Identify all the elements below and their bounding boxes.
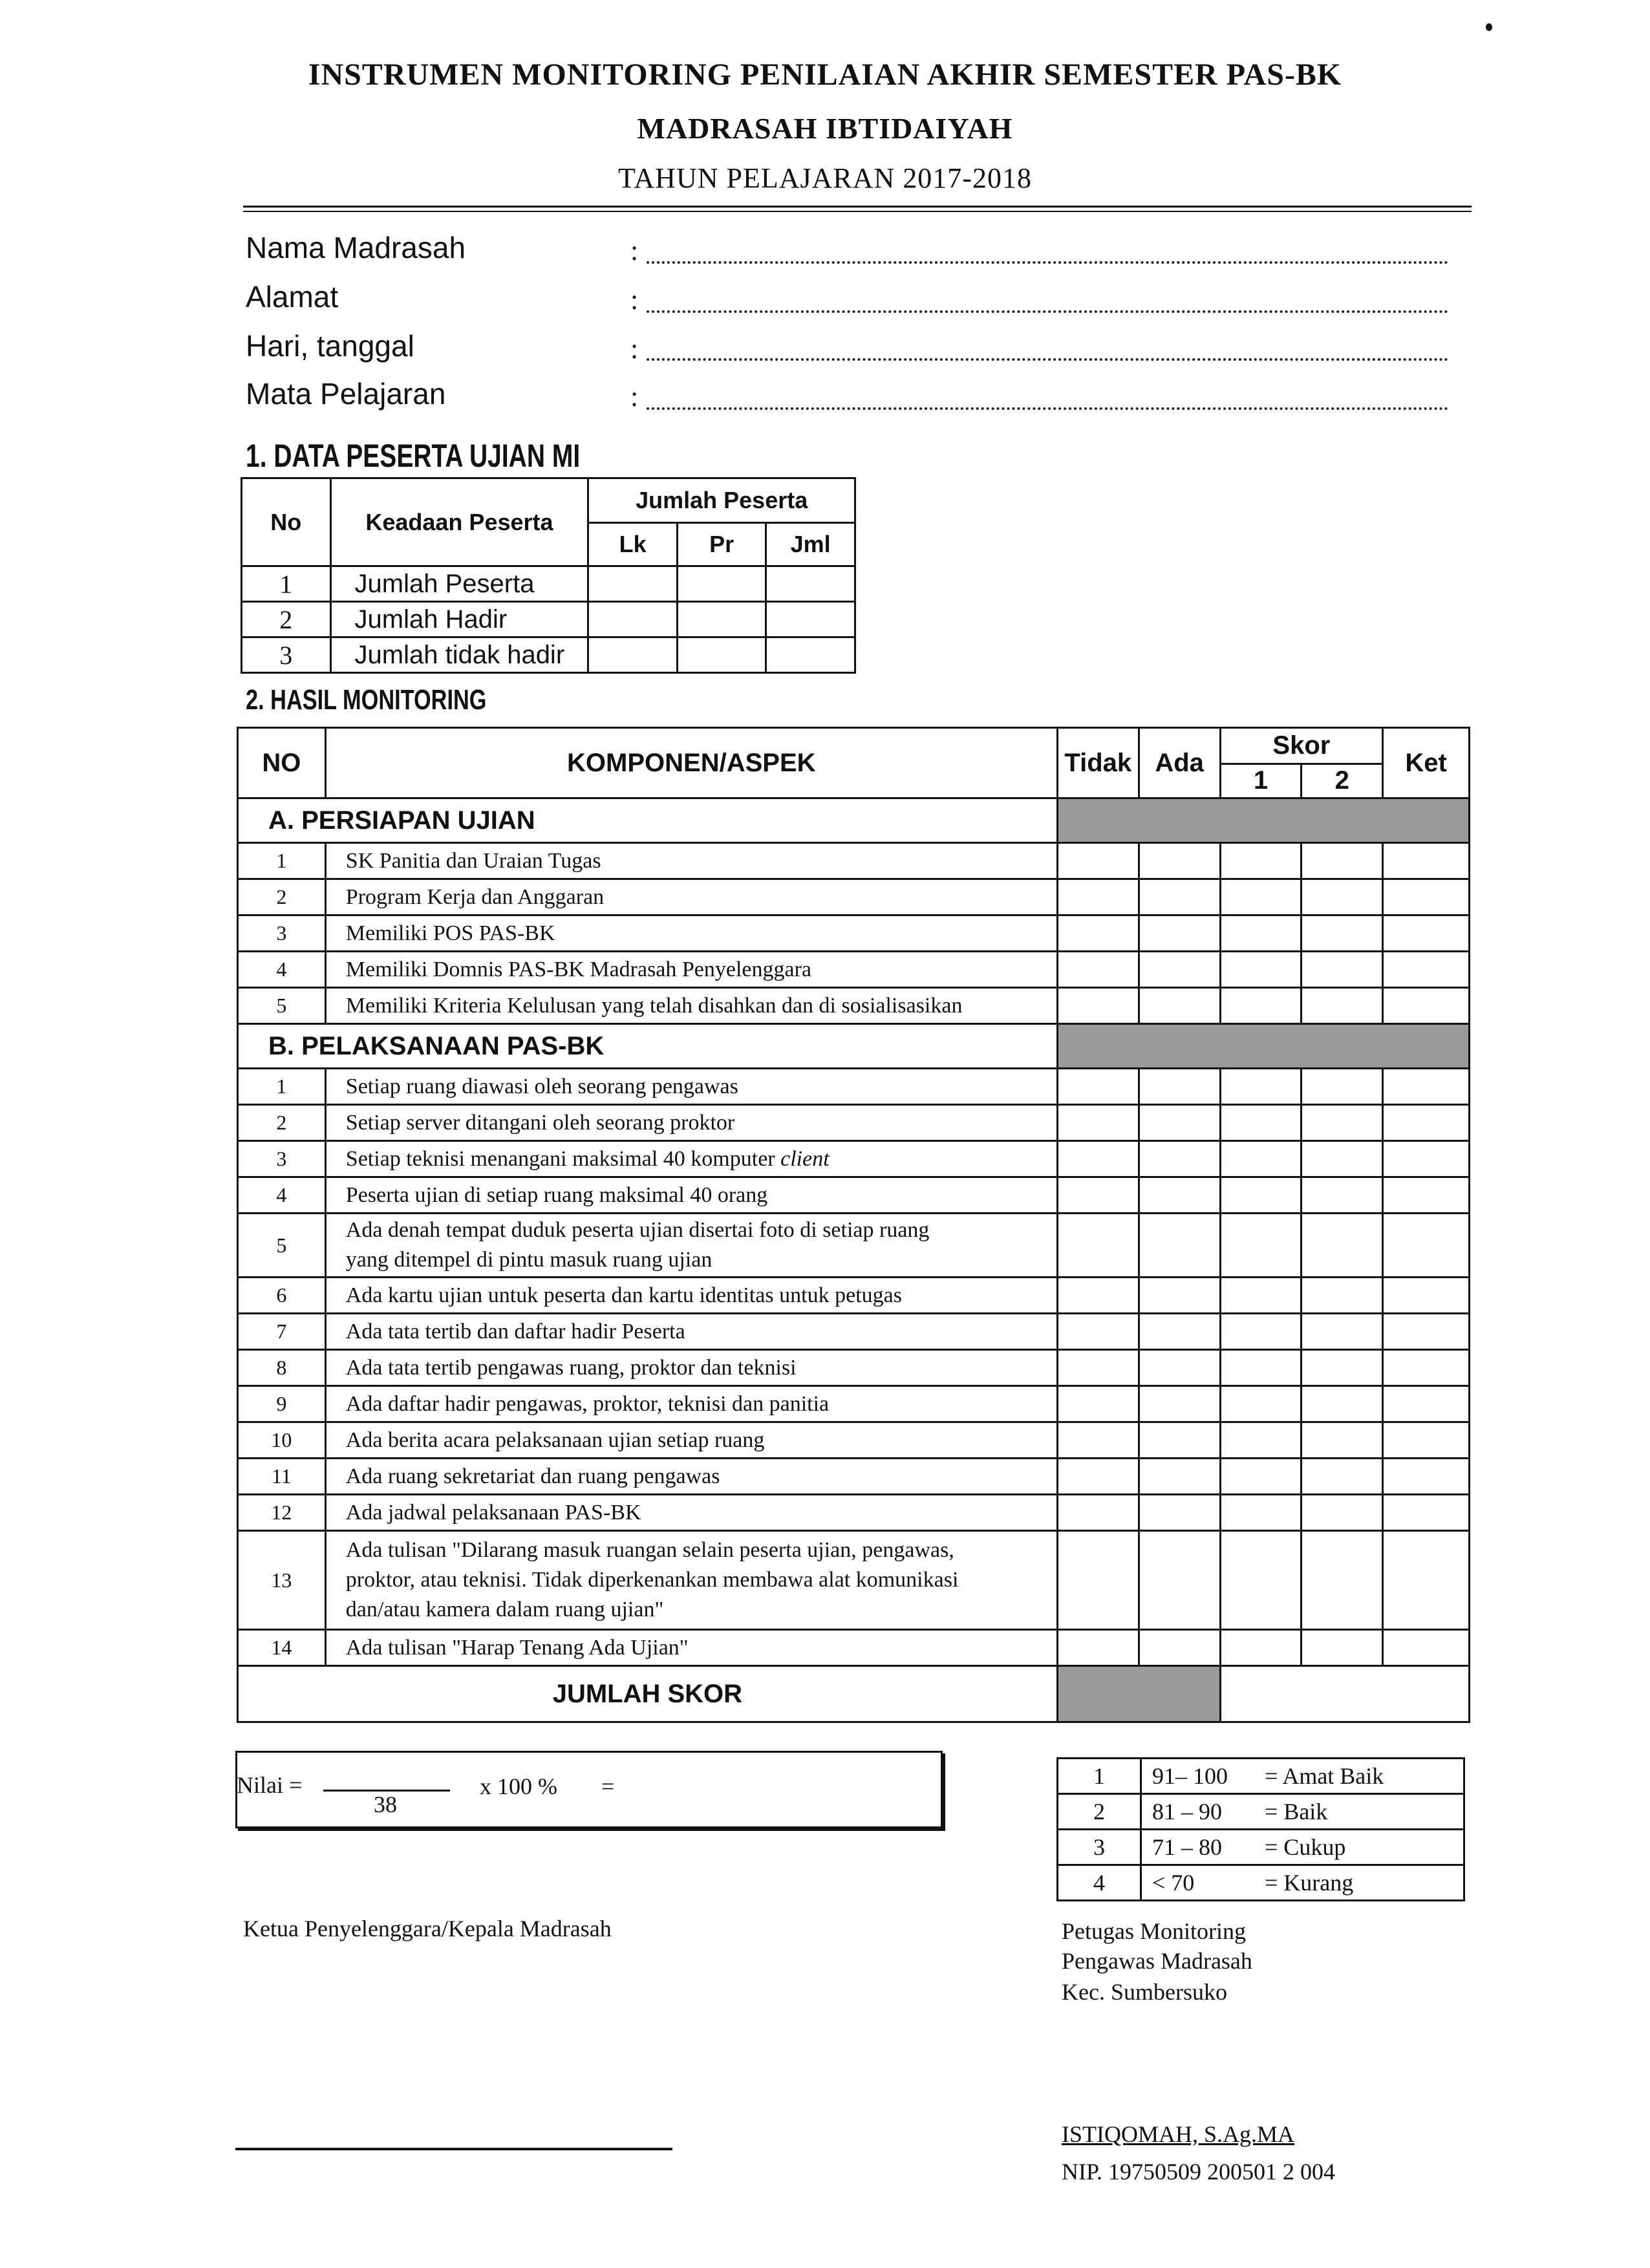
row-number: 8 [238,1350,326,1386]
cell-lk[interactable] [588,602,678,637]
cell-skor-1[interactable] [1220,1531,1302,1630]
table-row [242,637,855,673]
table-row [238,1531,1470,1630]
cell-jml[interactable] [766,566,855,602]
cell-skor-1[interactable] [1220,915,1302,952]
row-text: Ada tulisan "Dilarang masuk ruangan selain peserta ujian, pengawas, proktor, atau teknisi. Tidak diperkenankan membawa alat komunikasi dan/atau kamera dalam ruang ujian" [325,1531,1057,1630]
grade-range: 81 – 90 [1141,1794,1259,1830]
cell-ada[interactable] [1139,1350,1220,1386]
row-number: 1 [238,843,326,879]
row-text: Setiap server ditangani oleh seorang proktor [325,1105,1057,1141]
cell-skor-2[interactable] [1302,1069,1383,1105]
row-text: Ada tata tertib pengawas ruang, proktor dan teknisi [325,1350,1057,1386]
field-colon: : [630,284,639,316]
row-number: 1 [242,566,331,602]
cell-tidak[interactable] [1057,1314,1139,1350]
academic-year: TAHUN PELAJARAN 2017-2018 [618,162,1032,194]
table-row [238,1105,1470,1141]
right-signature-line1: Petugas Monitoring [1062,1918,1246,1944]
cell-tidak[interactable] [1057,915,1139,952]
cell-skor-1[interactable] [1220,1350,1302,1386]
row-number: 9 [238,1386,326,1422]
field-colon: : [630,333,639,365]
cell-pr[interactable] [677,637,766,673]
cell-skor-1[interactable] [1220,843,1302,879]
cell-skor-2[interactable] [1302,1495,1383,1531]
col-header-tidak: Tidak [1057,728,1139,798]
row-text: Ada daftar hadir pengawas, proktor, teknisi dan panitia [325,1386,1057,1422]
table-row [238,1069,1470,1105]
cell-ada[interactable] [1139,988,1220,1024]
cell-tidak[interactable] [1057,1422,1139,1459]
total-row [238,1666,1470,1722]
table-row [238,915,1470,952]
cell-ada[interactable] [1139,1105,1220,1141]
field-input-alamat[interactable] [647,310,1448,313]
total-label: JUMLAH SKOR [238,1666,1058,1722]
cell-skor-1[interactable] [1220,1105,1302,1141]
table-row [238,1459,1470,1495]
signatory-name: ISTIQOMAH, S.Ag.MA [1062,2121,1295,2147]
cell-jml[interactable] [766,637,855,673]
right-signature-line2: Pengawas Madrasah [1062,1948,1252,1974]
cell-ket[interactable] [1383,1141,1470,1177]
col-header-keadaan: Keadaan Peserta [330,478,588,566]
cell-skor-2[interactable] [1302,952,1383,988]
cell-tidak[interactable] [1057,1495,1139,1531]
col-header-skor-2: 2 [1302,764,1383,798]
col-header-jumlah-peserta: Jumlah Peserta [588,478,855,523]
cell-skor-2[interactable] [1302,879,1383,915]
field-input-mata-pelajaran[interactable] [647,407,1448,410]
cell-ada[interactable] [1139,843,1220,879]
grade-range: 71 – 80 [1141,1830,1259,1865]
table-row [238,1422,1470,1459]
cell-skor-1[interactable] [1220,1177,1302,1214]
cell-skor-1[interactable] [1220,879,1302,915]
grading-table [1056,1757,1465,1901]
signatory-nip: NIP. 19750509 200501 2 004 [1062,2159,1336,2185]
row-text: Ada tata tertib dan daftar hadir Peserta [325,1314,1057,1350]
cell-tidak[interactable] [1057,1278,1139,1314]
section-label-pelaksanaan: B. PELAKSANAAN PAS-BK [238,1024,1058,1069]
row-number: 10 [238,1422,326,1459]
cell-ada[interactable] [1139,1069,1220,1105]
row-label: Jumlah Hadir [330,602,588,637]
table-row [238,988,1470,1024]
table-row [238,1630,1470,1666]
row-text: Memiliki Domnis PAS-BK Madrasah Penyelenggara [325,952,1057,988]
shaded-cell [1057,798,1469,843]
row-number: 12 [238,1495,326,1531]
nilai-equals: = [601,1773,615,1799]
grade-range: < 70 [1141,1865,1259,1901]
cell-skor-2[interactable] [1302,1177,1383,1214]
cell-ket[interactable] [1383,1531,1470,1630]
table-row [238,843,1470,879]
row-text: Ada berita acara pelaksanaan ujian setiap ruang [325,1422,1057,1459]
col-header-lk: Lk [588,523,678,566]
grade-number: 3 [1058,1830,1141,1865]
cell-skor-2[interactable] [1302,1105,1383,1141]
cell-skor-1[interactable] [1220,1422,1302,1459]
scan-speck [1486,23,1492,31]
field-label-mata-pelajaran: Mata Pelajaran [246,377,446,411]
table-row [238,879,1470,915]
grade-row [1058,1794,1464,1830]
row-text: Ada kartu ujian untuk peserta dan kartu identitas untuk petugas [325,1278,1057,1314]
table-row [238,1278,1470,1314]
row-number: 13 [238,1531,326,1630]
grade-number: 4 [1058,1865,1141,1901]
cell-skor-2[interactable] [1302,1314,1383,1350]
cell-tidak[interactable] [1057,1386,1139,1422]
row-number: 5 [238,1214,326,1278]
cell-ket[interactable] [1383,879,1470,915]
cell-ket[interactable] [1383,1105,1470,1141]
cell-skor-1[interactable] [1220,1314,1302,1350]
row-number: 2 [238,1105,326,1141]
row-label: Jumlah tidak hadir [330,637,588,673]
table-row [238,1495,1470,1531]
header-rule [243,206,1472,208]
row-label: Jumlah Peserta [330,566,588,602]
cell-ada[interactable] [1139,915,1220,952]
row-text: Ada jadwal pelaksanaan PAS-BK [325,1495,1057,1531]
monitoring-table [237,727,1470,1723]
grade-label: = Baik [1258,1794,1464,1830]
cell-ada[interactable] [1139,879,1220,915]
cell-ket[interactable] [1383,1278,1470,1314]
shaded-cell [1057,1666,1220,1722]
cell-skor-1[interactable] [1220,1386,1302,1422]
grade-label: = Amat Baik [1258,1759,1464,1794]
participant-data-table [241,477,856,674]
cell-lk[interactable] [588,566,678,602]
cell-ada[interactable] [1139,1630,1220,1666]
cell-skor-2[interactable] [1302,1214,1383,1278]
cell-skor-2[interactable] [1302,1630,1383,1666]
cell-ada[interactable] [1139,1495,1220,1531]
field-colon: : [630,235,639,266]
cell-ada[interactable] [1139,1214,1220,1278]
field-label-alamat: Alamat [246,280,339,314]
document-title: INSTRUMEN MONITORING PENILAIAN AKHIR SEMESTER PAS-BK [308,58,1342,92]
row-text: Memiliki POS PAS-BK [325,915,1057,952]
cell-ada[interactable] [1139,1177,1220,1214]
table-row [238,1214,1470,1278]
cell-ada[interactable] [1139,952,1220,988]
table-row [242,602,855,637]
table-row [238,1386,1470,1422]
cell-ket[interactable] [1383,1069,1470,1105]
grade-row [1058,1830,1464,1865]
table-row [238,1314,1470,1350]
header-rule-double [243,211,1472,212]
row-text: Program Kerja dan Anggaran [325,879,1057,915]
cell-ada[interactable] [1139,1386,1220,1422]
cell-ket[interactable] [1383,1422,1470,1459]
row-number: 5 [238,988,326,1024]
total-score-cell[interactable] [1220,1666,1469,1722]
cell-skor-1[interactable] [1220,1069,1302,1105]
cell-ket[interactable] [1383,1350,1470,1386]
cell-skor-2[interactable] [1302,915,1383,952]
cell-ket[interactable] [1383,988,1470,1024]
cell-skor-2[interactable] [1302,988,1383,1024]
cell-skor-2[interactable] [1302,1422,1383,1459]
row-text: SK Panitia dan Uraian Tugas [325,843,1057,879]
left-signature-line [235,2148,672,2150]
table-row [242,566,855,602]
cell-ket[interactable] [1383,1630,1470,1666]
row-number: 1 [238,1069,326,1105]
col-header-no: NO [238,728,326,798]
cell-tidak[interactable] [1057,988,1139,1024]
table-row [238,1141,1470,1177]
field-label-nama-madrasah: Nama Madrasah [246,231,466,264]
nilai-label: Nilai = [237,1772,303,1798]
row-text: Peserta ujian di setiap ruang maksimal 40 orang [325,1177,1057,1214]
cell-skor-1[interactable] [1220,988,1302,1024]
cell-tidak[interactable] [1057,1531,1139,1630]
cell-tidak[interactable] [1057,879,1139,915]
grade-label: = Cukup [1258,1830,1464,1865]
cell-skor-1[interactable] [1220,1214,1302,1278]
row-number: 14 [238,1630,326,1666]
cell-tidak[interactable] [1057,1105,1139,1141]
cell-ada[interactable] [1139,1422,1220,1459]
row-text: Setiap ruang diawasi oleh seorang pengawas [325,1069,1057,1105]
cell-tidak[interactable] [1057,843,1139,879]
section-row-persiapan [238,798,1470,843]
col-header-skor: Skor [1220,728,1383,764]
row-number: 6 [238,1278,326,1314]
cell-tidak[interactable] [1057,1630,1139,1666]
cell-tidak[interactable] [1057,1069,1139,1105]
row-number: 11 [238,1459,326,1495]
grade-row [1058,1865,1464,1901]
row-text: Ada ruang sekretariat dan ruang pengawas [325,1459,1057,1495]
cell-skor-2[interactable] [1302,1531,1383,1630]
cell-skor-2[interactable] [1302,1350,1383,1386]
cell-skor-2[interactable] [1302,1459,1383,1495]
grade-number: 2 [1058,1794,1141,1830]
cell-skor-2[interactable] [1302,1278,1383,1314]
cell-skor-2[interactable] [1302,1386,1383,1422]
cell-tidak[interactable] [1057,1214,1139,1278]
cell-skor-2[interactable] [1302,843,1383,879]
table-row [238,1350,1470,1386]
row-number: 3 [238,915,326,952]
row-text: Memiliki Kriteria Kelulusan yang telah disahkan dan di sosialisasikan [325,988,1057,1024]
document-subtitle: MADRASAH IBTIDAIYAH [637,112,1013,145]
cell-tidak[interactable] [1057,1459,1139,1495]
row-text: Ada tulisan "Harap Tenang Ada Ujian" [325,1630,1057,1666]
col-header-komponen: KOMPONEN/ASPEK [325,728,1057,798]
col-header-ket: Ket [1383,728,1470,798]
left-signature-title: Ketua Penyelenggara/Kepala Madrasah [243,1916,612,1942]
cell-ket[interactable] [1383,952,1470,988]
field-input-hari-tanggal[interactable] [647,358,1448,361]
cell-ket[interactable] [1383,843,1470,879]
cell-ket[interactable] [1383,915,1470,952]
cell-ket[interactable] [1383,1314,1470,1350]
cell-skor-1[interactable] [1220,1141,1302,1177]
col-header-no: No [242,478,331,566]
cell-ket[interactable] [1383,1386,1470,1422]
row-text: Ada denah tempat duduk peserta ujian disertai foto di setiap ruang yang ditempel di pintu masuk ruang ujian [325,1214,1057,1278]
cell-tidak[interactable] [1057,952,1139,988]
section2-title: 2. HASIL MONITORING [246,684,487,716]
cell-ket[interactable] [1383,1495,1470,1531]
grade-row [1058,1759,1464,1794]
row-number: 7 [238,1314,326,1350]
table-row [238,1177,1470,1214]
table-row [238,952,1470,988]
cell-lk[interactable] [588,637,678,673]
col-header-pr: Pr [677,523,766,566]
cell-ada[interactable] [1139,1531,1220,1630]
grade-label: = Kurang [1258,1865,1464,1901]
cell-skor-2[interactable] [1302,1141,1383,1177]
cell-ket[interactable] [1383,1214,1470,1278]
cell-ket[interactable] [1383,1177,1470,1214]
field-label-hari-tanggal: Hari, tanggal [246,329,414,363]
section-row-pelaksanaan [238,1024,1470,1069]
cell-tidak[interactable] [1057,1177,1139,1214]
field-colon: : [630,381,639,412]
section-label-persiapan: A. PERSIAPAN UJIAN [238,798,1058,843]
cell-jml[interactable] [766,602,855,637]
row-number: 3 [242,637,331,673]
cell-pr[interactable] [677,602,766,637]
field-input-nama-madrasah[interactable] [647,261,1448,264]
row-number: 3 [238,1141,326,1177]
row-number: 4 [238,1177,326,1214]
section1-title: 1. DATA PESERTA UJIAN MI [246,438,581,474]
cell-skor-1[interactable] [1220,1459,1302,1495]
shaded-cell [1057,1024,1469,1069]
col-header-skor-1: 1 [1220,764,1302,798]
right-signature-line3: Kec. Sumbersuko [1062,1979,1227,2005]
col-header-ada: Ada [1139,728,1220,798]
cell-pr[interactable] [677,566,766,602]
cell-ada[interactable] [1139,1314,1220,1350]
cell-ada[interactable] [1139,1141,1220,1177]
nilai-multiplier: x 100 % [480,1773,557,1799]
cell-skor-1[interactable] [1220,952,1302,988]
grade-range: 91– 100 [1141,1759,1259,1794]
cell-skor-1[interactable] [1220,1495,1302,1531]
cell-skor-1[interactable] [1220,1630,1302,1666]
col-header-jml: Jml [766,523,855,566]
cell-ket[interactable] [1383,1459,1470,1495]
cell-tidak[interactable] [1057,1350,1139,1386]
cell-skor-1[interactable] [1220,1278,1302,1314]
cell-ada[interactable] [1139,1278,1220,1314]
row-text: Setiap teknisi menangani maksimal 40 komputer client [325,1141,1057,1177]
row-number: 4 [238,952,326,988]
row-number: 2 [242,602,331,637]
cell-tidak[interactable] [1057,1141,1139,1177]
cell-ada[interactable] [1139,1459,1220,1495]
nilai-denominator: 38 [374,1792,397,1817]
row-number: 2 [238,879,326,915]
grade-number: 1 [1058,1759,1141,1794]
